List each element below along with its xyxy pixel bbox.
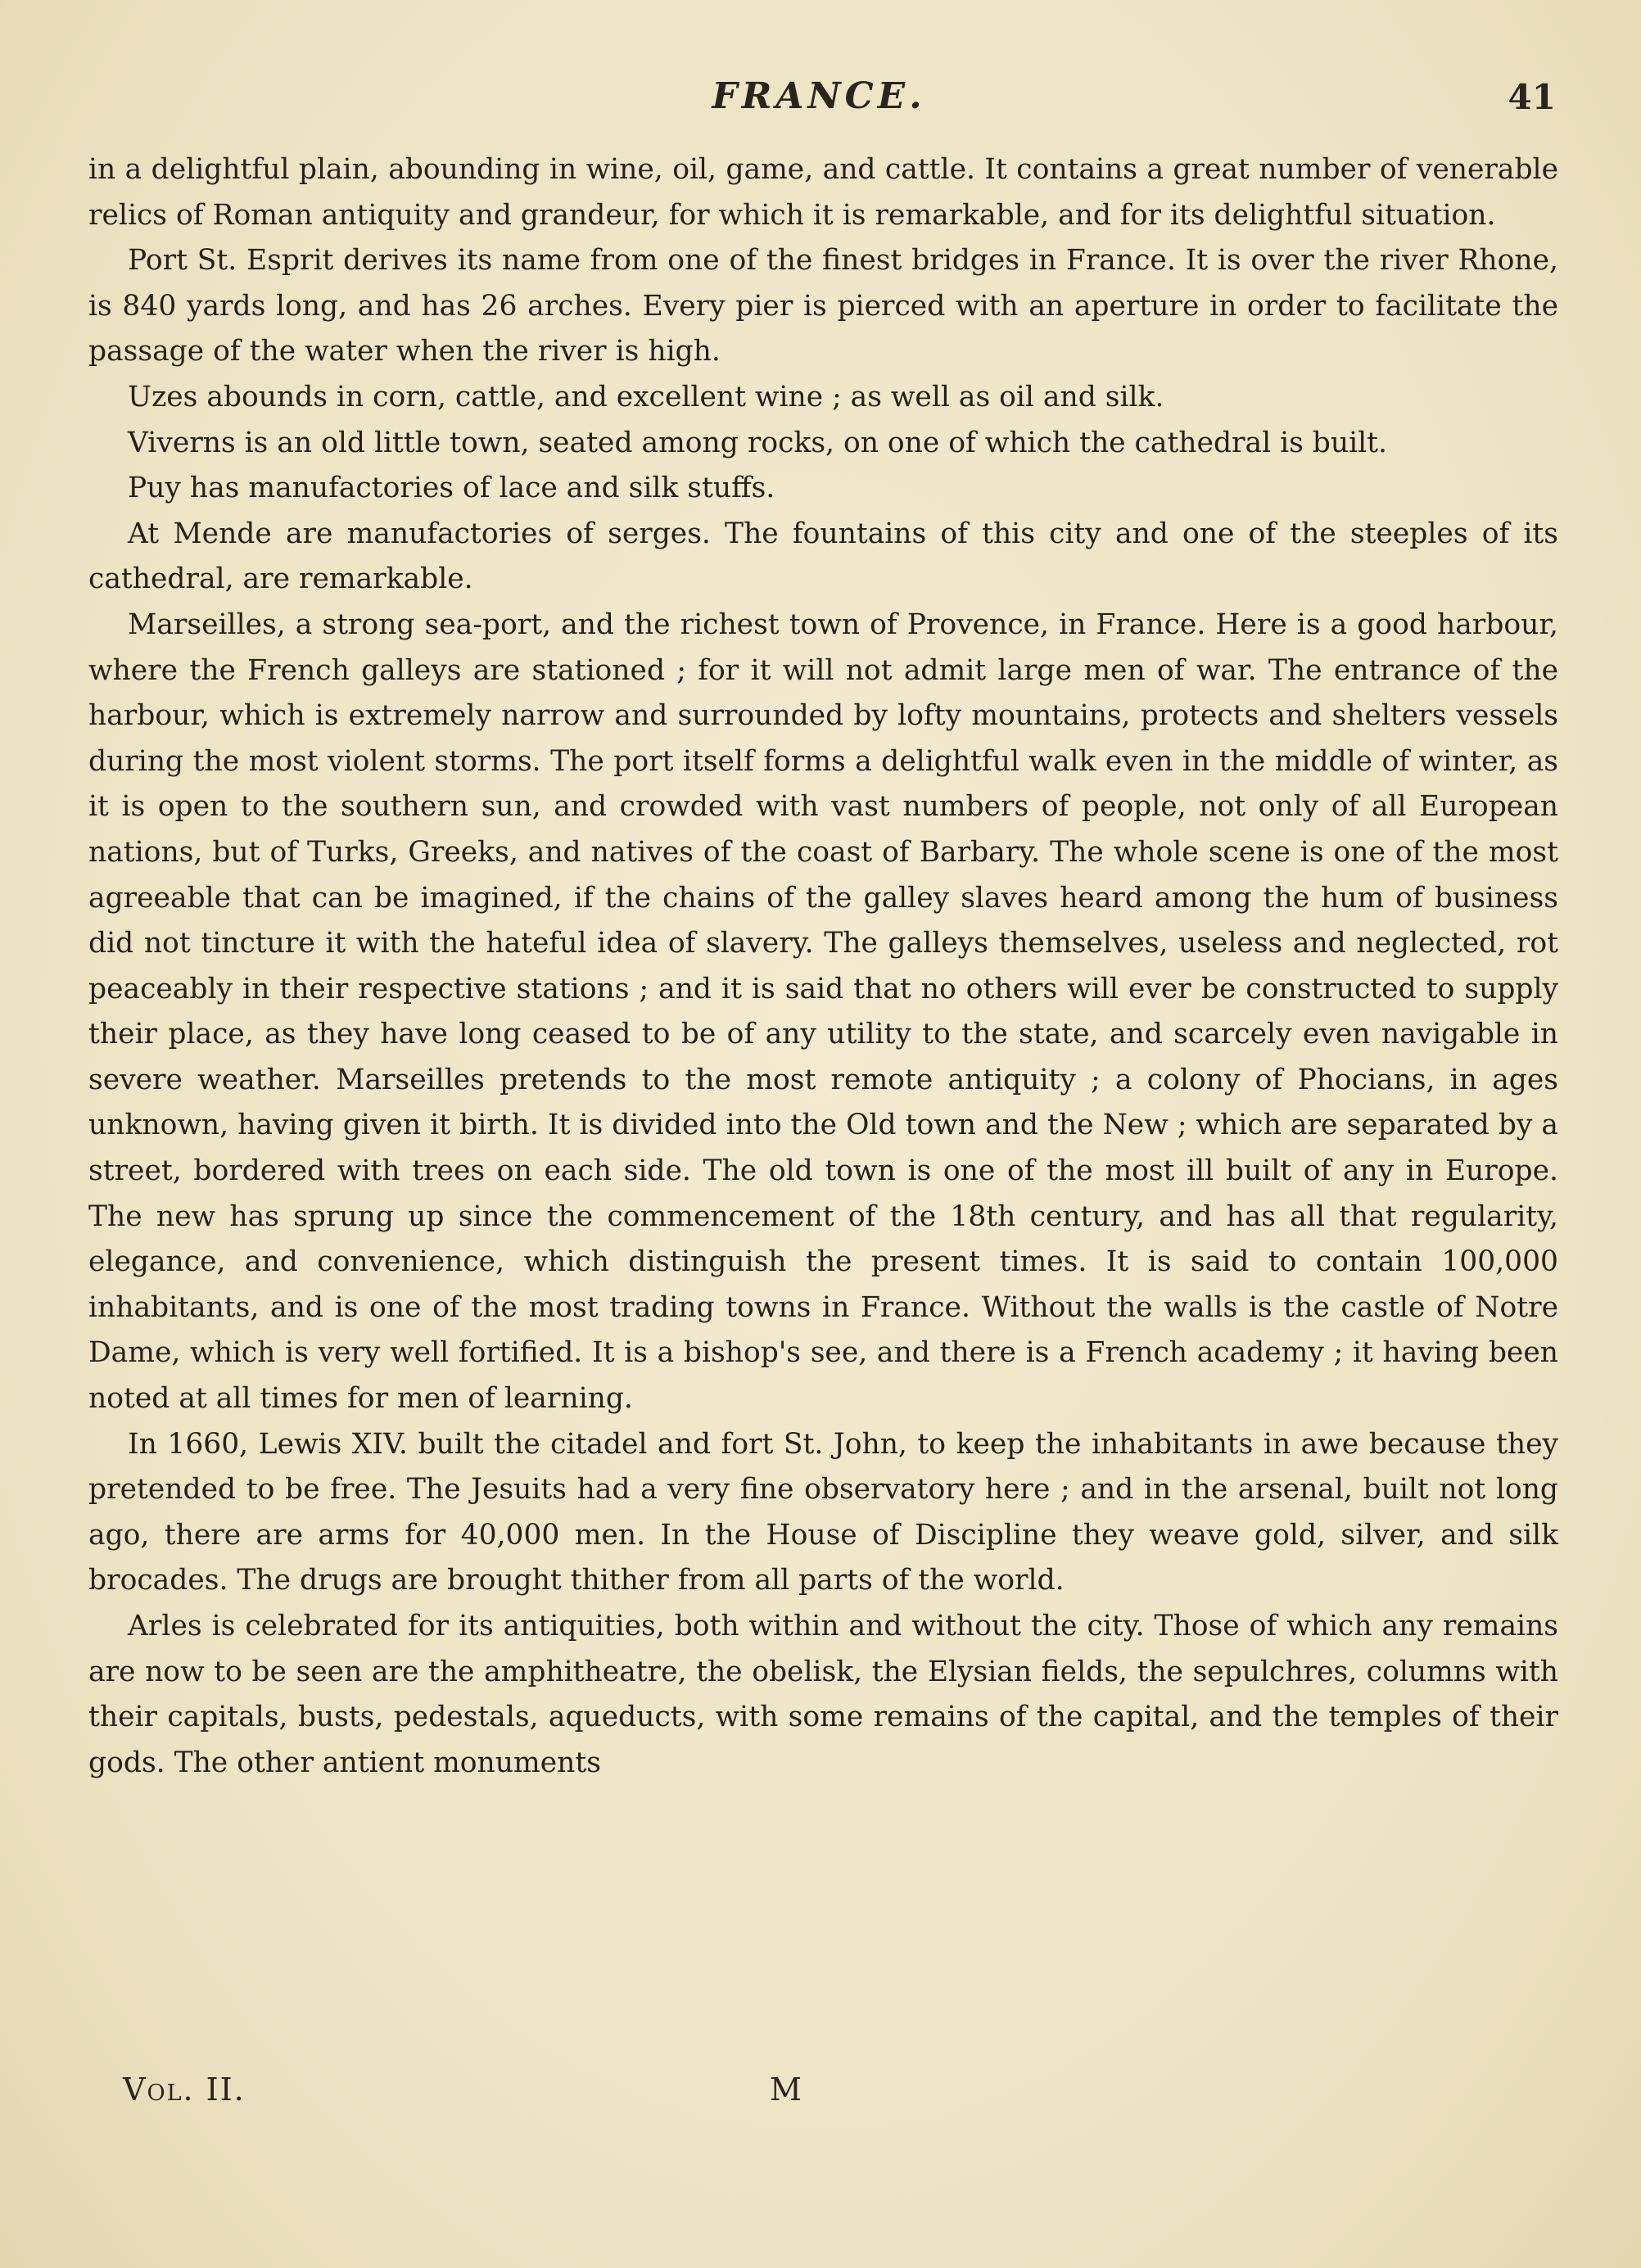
volume-marker: Vol. II. [123,2071,246,2108]
paragraph-lewis-xiv: In 1660, Lewis XIV. built the citadel and fort St. John, to keep the inhabitants in awe because they pretended to be free. The Jesuits had a very fine observatory here ; and in the arsenal, built not long ago, there are arms for 40,000 men. In the House of Discipline they weave gold, silver, and silk brocades. The drugs are brought thither from all parts of the world. [88,1427,1558,1597]
paragraph-mende: At Mende are manufactories of serges. The fountains of this city and one of the steeples of its cathedral, are remarkable. [88,517,1558,596]
page-number: 41 [1508,77,1556,117]
page-footer [123,2071,942,2121]
paragraph-arles: Arles is celebrated for its antiquities, both within and without the city. Those of which any remains are now to be seen are the amphitheatre, the obelisk, the Elysian fields, the sepulchres, columns with their capitals, busts, pedestals, aqueducts, with some remains of the capital, and the temples of their gods. The other antient monuments [88,1610,1558,1779]
signature-mark: M [770,2071,803,2108]
paragraph-viverns: Viverns is an old little town, seated among rocks, on one of which the cathedral is built. [128,426,1387,459]
page-header [82,75,1556,133]
paragraph-marseilles: Marseilles, a strong sea-port, and the richest town of Provence, in France. Here is a good harbour, where the French galleys are stationed ; for it will not admit large men of war. The entrance of the harbour, which is extremely narrow and surrounded by lofty mountains, protects and shelters vessels during the most violent storms. The port itself forms a delightful walk even in the middle of winter, as it is open to the southern sun, and crowded with vast numbers of people, not only of all European nations, but of Turks, Greeks, and natives of the coast of Barbary. The whole scene is one of the most agreeable that can be imagined, if the chains of the galley slaves heard among the hum of business did not tincture it with the hateful idea of slavery. The galleys themselves, useless and neglected, rot peaceably in their respective stations ; and it is said that no others will ever be constructed to supply their place, as they have long ceased to be of any utility to the state, and scarcely even navigable in severe weather. Marseilles pretends to the most remote antiquity ; a colony of Phocians, in ages unknown, having given it birth. It is divided into the Old town and the New ; which are separated by a street, bordered with trees on each side. The old town is one of the most ill built of any in Europe. The new has sprung up since the commencement of the 18th century, and has all that regularity, elegance, and convenience, which distinguish the present times. It is said to contain 100,000 inhabitants, and is one of the most trading towns in France. Without the walls is the castle of Notre Dame, which is very well fortified. It is a bishop's see, and there is a French academy ; it having been noted at all times for men of learning. [88,608,1558,1416]
running-title: FRANCE. [712,75,926,117]
paragraph-uzes: Uzes abounds in corn, cattle, and excellent wine ; as well as oil and silk. [128,380,1164,413]
paragraph-continued: in a delightful plain, abounding in wine, oil, game, and cattle. It contains a great number of venerable relics of Roman antiquity and grandeur, for which it is remarkable, and for its delightful situation. [88,153,1558,232]
paragraph-puy: Puy has manufactories of lace and silk stuffs. [128,472,775,505]
paragraph-port-st-esprit: Port St. Esprit derives its name from one of the finest bridges in France. It is over the river Rhone, is 840 yards long, and has 26 arches. Every pier is pierced with an aperture in order to facilitate the passage of the water when the river is high. [88,244,1558,368]
body-text [88,147,1558,1786]
